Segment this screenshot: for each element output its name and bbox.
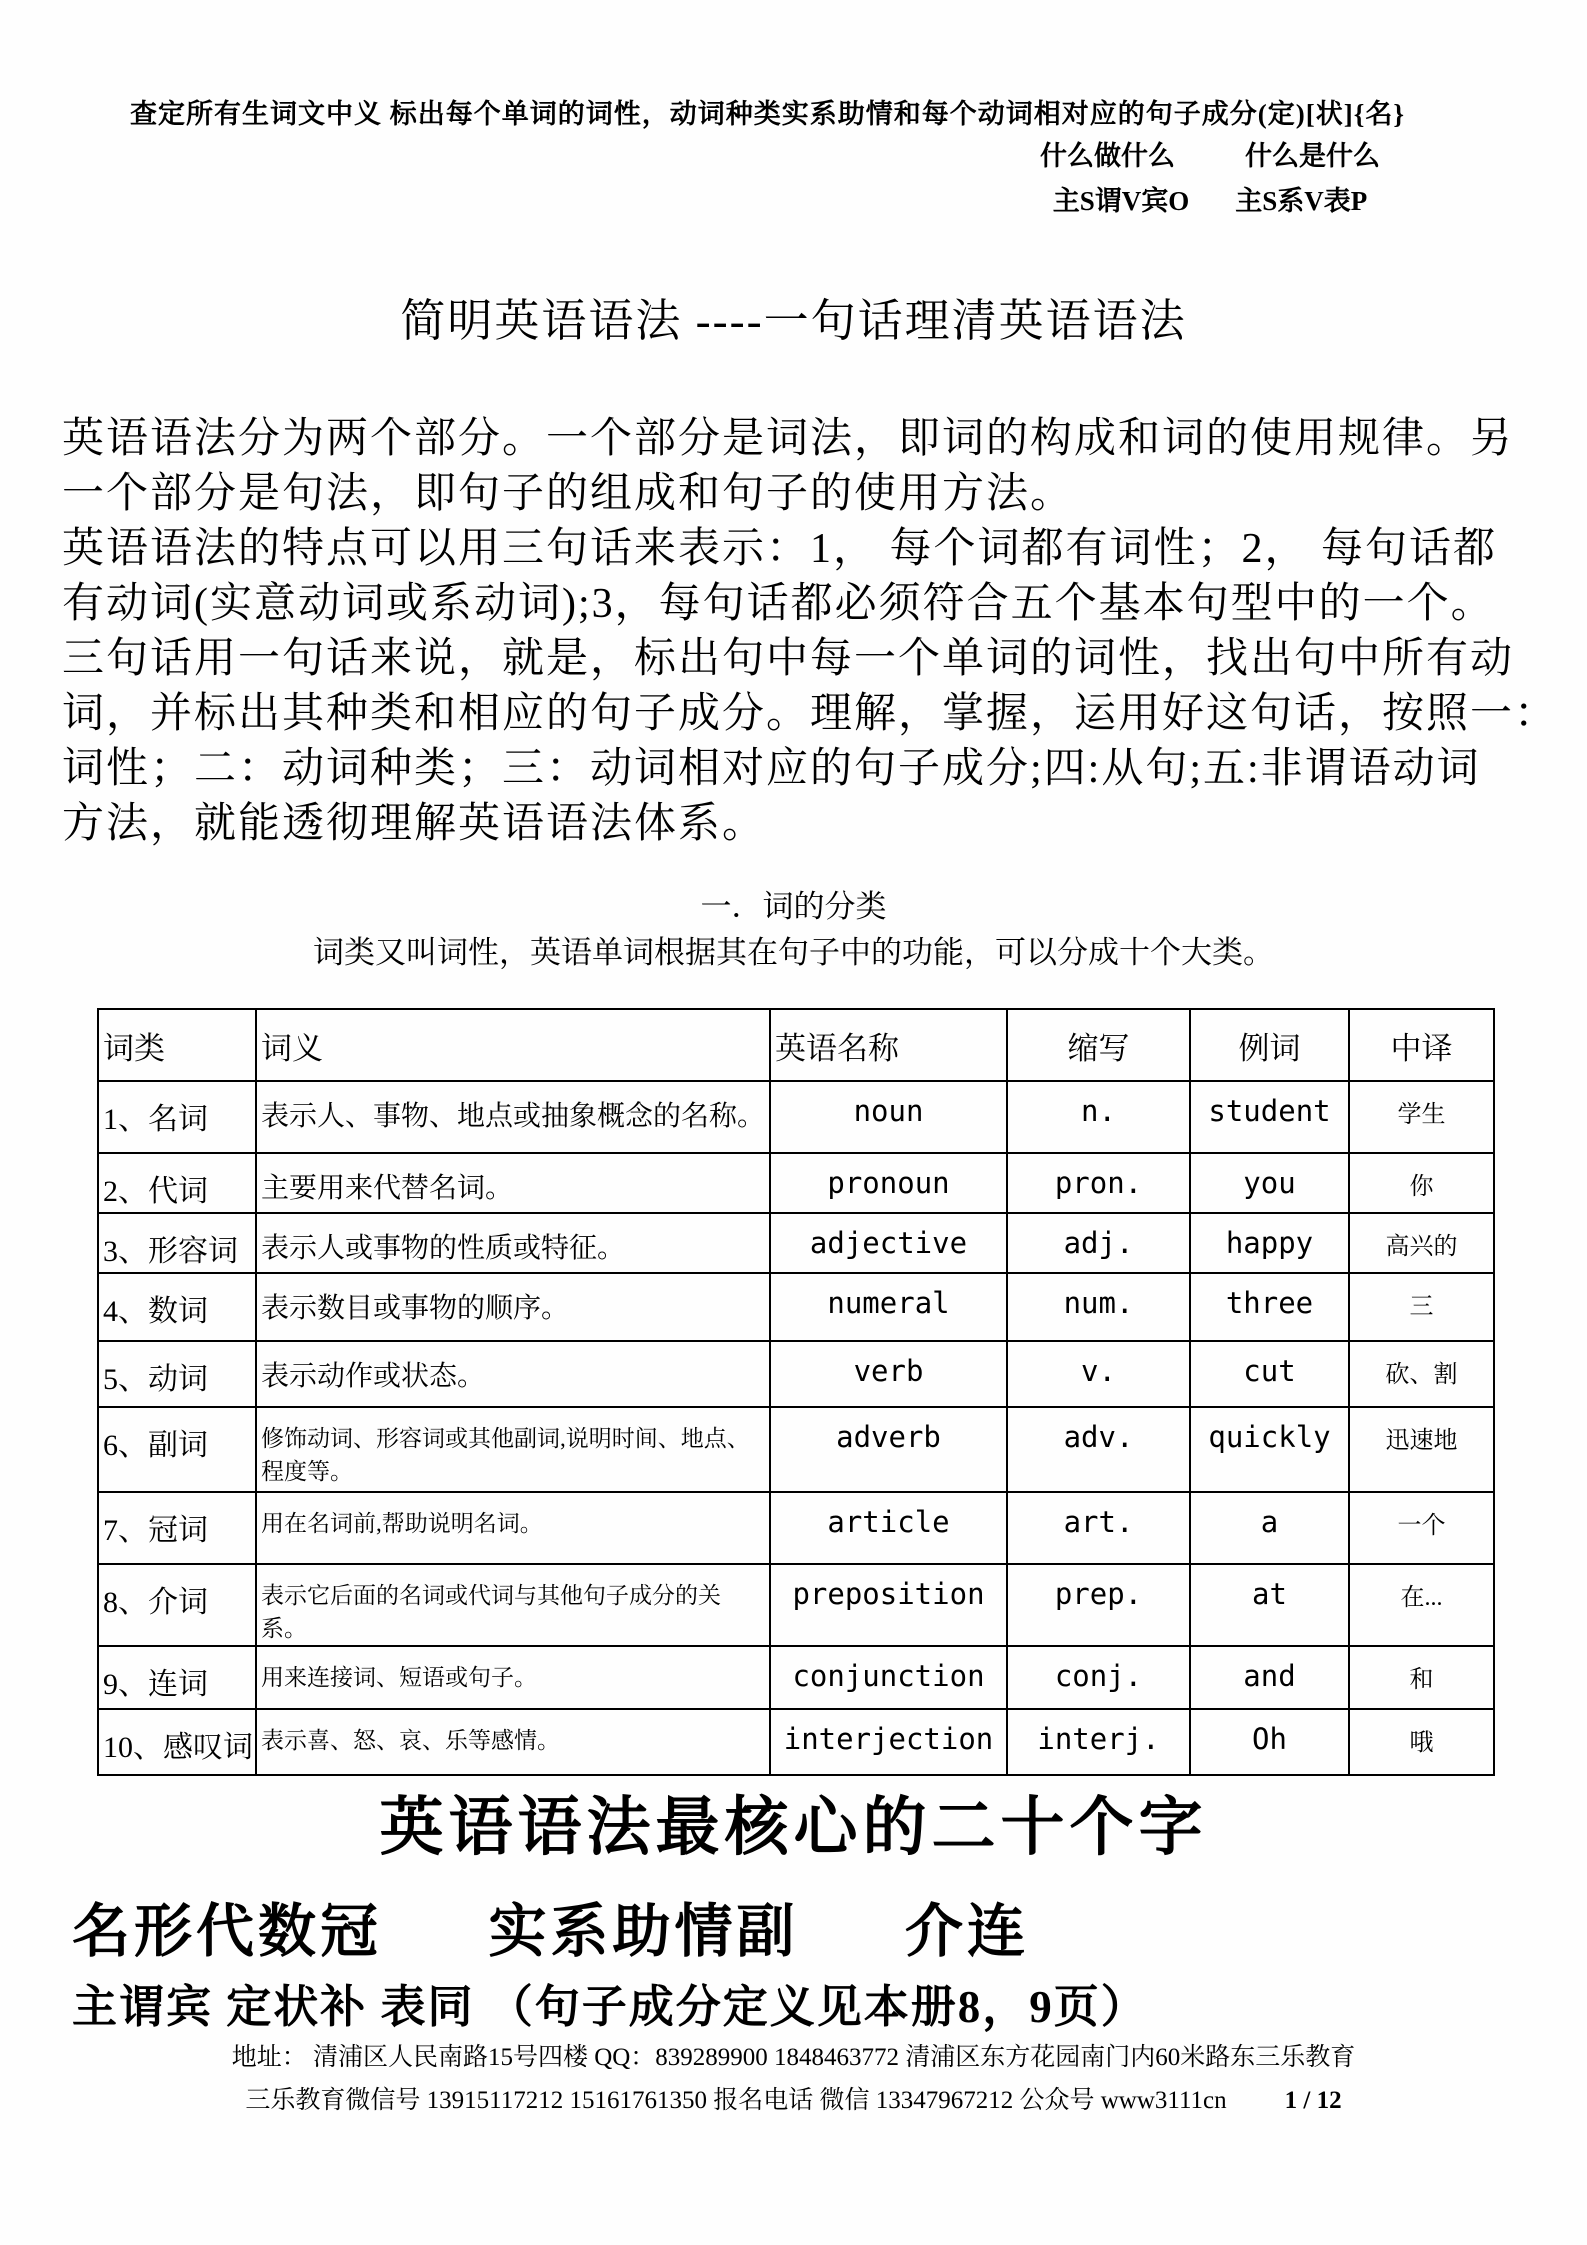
cell-example: cut <box>1190 1341 1349 1407</box>
cell-example: at <box>1190 1564 1349 1646</box>
cell-meaning: 表示动作或状态。 <box>256 1341 770 1407</box>
core-words-group: 名形代数冠 <box>72 1899 383 1964</box>
cell-abbreviation: prep. <box>1007 1564 1190 1646</box>
core-words-group: 实系助情副 <box>488 1899 799 1964</box>
cell-example: happy <box>1190 1213 1349 1273</box>
cell-meaning: 用在名词前,帮助说明名词。 <box>256 1492 770 1564</box>
annotation-structures-row <box>1005 179 1415 224</box>
cell-translation: 和 <box>1349 1646 1494 1709</box>
cell-abbreviation: n. <box>1007 1081 1190 1153</box>
page-number: 1 / 12 <box>1284 2087 1342 2114</box>
svo-label: 主S谓V宾O <box>1052 186 1190 216</box>
cell-example: a <box>1190 1492 1349 1564</box>
pattern-do-label: 什么做什么 <box>1040 141 1175 171</box>
cell-english-name: adjective <box>770 1213 1007 1273</box>
cell-meaning: 表示人或事物的性质或特征。 <box>256 1213 770 1273</box>
cell-english-name: adverb <box>770 1407 1007 1492</box>
header-word-class: 词类 <box>98 1009 256 1081</box>
intro-line: 方法，就能透彻理解英语语法体系。 <box>62 801 767 847</box>
footer-address-line: 地址： 清浦区人民南路15号四楼 QQ：839289900 1848463772 清浦区东方花园南门内60米路东三乐教育 <box>231 2044 1356 2071</box>
cell-english-name: noun <box>770 1081 1007 1153</box>
table-row <box>98 1564 1494 1646</box>
footer-contact-line <box>0 2079 1587 2122</box>
cell-english-name: verb <box>770 1341 1007 1407</box>
cell-word-class: 2、代词 <box>98 1153 256 1213</box>
table-header-row <box>98 1009 1494 1081</box>
cell-word-class: 4、数词 <box>98 1273 256 1341</box>
cell-meaning: 表示喜、怒、哀、乐等感情。 <box>256 1709 770 1775</box>
intro-line: 词性；二：动词种类；三：动词相对应的句子成分;四:从句;五:非谓语动词 <box>62 746 1481 792</box>
cell-word-class: 1、名词 <box>98 1081 256 1153</box>
page-title: 简明英语语法 ----一句话理清英语语法 <box>400 296 1187 346</box>
cell-example: Oh <box>1190 1709 1349 1775</box>
header-translation: 中译 <box>1349 1009 1494 1081</box>
table-row <box>98 1081 1494 1153</box>
cell-translation: 迅速地 <box>1349 1407 1494 1492</box>
cell-example: student <box>1190 1081 1349 1153</box>
cell-meaning: 表示数目或事物的顺序。 <box>256 1273 770 1341</box>
core-words-line <box>72 1884 1029 1968</box>
intro-line: 一个部分是句法，即句子的组成和句子的使用方法。 <box>62 471 1075 517</box>
cell-abbreviation: adv. <box>1007 1407 1190 1492</box>
cell-translation: 在... <box>1349 1564 1494 1646</box>
cell-word-class: 5、动词 <box>98 1341 256 1407</box>
cell-example: three <box>1190 1273 1349 1341</box>
table-row <box>98 1407 1494 1492</box>
table-row <box>98 1153 1494 1213</box>
table-row <box>98 1341 1494 1407</box>
cell-english-name: conjunction <box>770 1646 1007 1709</box>
intro-line: 有动词(实意动词或系动词);3，每句话都必须符合五个基本句型中的一个。 <box>62 581 1495 627</box>
cell-word-class: 7、冠词 <box>98 1492 256 1564</box>
footer-contact-text: 三乐教育微信号 13915117212 15161761350 报名电话 微信 13347967212 公众号 www3111cn <box>245 2087 1227 2114</box>
cell-translation: 学生 <box>1349 1081 1494 1153</box>
intro-line: 英语语法的特点可以用三句话来表示：1， 每个词都有词性；2， 每句话都 <box>62 526 1498 572</box>
cell-english-name: interjection <box>770 1709 1007 1775</box>
cell-meaning: 用来连接词、短语或句子。 <box>256 1646 770 1709</box>
cell-english-name: article <box>770 1492 1007 1564</box>
header-meaning: 词义 <box>256 1009 770 1081</box>
section-heading: 一．词的分类 <box>700 889 887 924</box>
table-row <box>98 1213 1494 1273</box>
cell-abbreviation: adj. <box>1007 1213 1190 1273</box>
cell-word-class: 10、感叹词 <box>98 1709 256 1775</box>
cell-translation: 一个 <box>1349 1492 1494 1564</box>
cell-abbreviation: interj. <box>1007 1709 1190 1775</box>
annotation-patterns-row <box>1005 134 1415 179</box>
cell-meaning: 修饰动词、形容词或其他副词,说明时间、地点、程度等。 <box>256 1407 770 1492</box>
cell-abbreviation: conj. <box>1007 1646 1190 1709</box>
cell-word-class: 9、连词 <box>98 1646 256 1709</box>
table-row <box>98 1273 1494 1341</box>
core-words-group: 介连 <box>905 1899 1030 1964</box>
page-footer <box>0 2036 1587 2122</box>
cell-abbreviation: v. <box>1007 1341 1190 1407</box>
cell-english-name: numeral <box>770 1273 1007 1341</box>
cell-translation: 你 <box>1349 1153 1494 1213</box>
pattern-be-label: 什么是什么 <box>1245 141 1380 171</box>
cell-word-class: 6、副词 <box>98 1407 256 1492</box>
parts-of-speech-table <box>97 1008 1495 1776</box>
cell-example: quickly <box>1190 1407 1349 1492</box>
cell-abbreviation: pron. <box>1007 1153 1190 1213</box>
cell-example: you <box>1190 1153 1349 1213</box>
cell-meaning: 表示它后面的名词或代词与其他句子成分的关系。 <box>256 1564 770 1646</box>
header-abbreviation: 缩写 <box>1007 1009 1190 1081</box>
annotation-line1: 查定所有生词文中义 标出每个单词的词性，动词种类实系助情和每个动词相对应的句子成分(定)[状]{名} <box>130 99 1405 129</box>
header-english-name: 英语名称 <box>770 1009 1007 1081</box>
cell-word-class: 3、形容词 <box>98 1213 256 1273</box>
cell-translation: 高兴的 <box>1349 1213 1494 1273</box>
cell-meaning: 主要用来代替名词。 <box>256 1153 770 1213</box>
intro-line: 词，并标出其种类和相应的句子成分。理解，掌握，运用好这句话，按照一： <box>62 691 1559 737</box>
annotation-block <box>1005 134 1415 224</box>
core-heading: 英语语法最核心的二十个字 <box>379 1792 1208 1863</box>
sentence-parts-line: 主谓宾 定状补 表同 （句子成分定义见本册8，9页） <box>72 1982 1148 2032</box>
intro-paragraph <box>62 412 1559 852</box>
table-row <box>98 1709 1494 1775</box>
intro-line: 三句话用一句话来说，就是，标出句中每一个单词的词性，找出句中所有动 <box>62 636 1515 682</box>
svp-label: 主S系V表P <box>1235 186 1368 216</box>
cell-english-name: preposition <box>770 1564 1007 1646</box>
table-row <box>98 1492 1494 1564</box>
cell-translation: 哦 <box>1349 1709 1494 1775</box>
cell-english-name: pronoun <box>770 1153 1007 1213</box>
cell-meaning: 表示人、事物、地点或抽象概念的名称。 <box>256 1081 770 1153</box>
cell-abbreviation: num. <box>1007 1273 1190 1341</box>
cell-translation: 三 <box>1349 1273 1494 1341</box>
header-example: 例词 <box>1190 1009 1349 1081</box>
cell-word-class: 8、介词 <box>98 1564 256 1646</box>
intro-line: 英语语法分为两个部分。一个部分是词法，即词的构成和词的使用规律。另 <box>62 416 1515 462</box>
table-row <box>98 1646 1494 1709</box>
section-subtitle: 词类又叫词性，英语单词根据其在句子中的功能，可以分成十个大类。 <box>313 935 1274 970</box>
cell-example: and <box>1190 1646 1349 1709</box>
cell-translation: 砍、割 <box>1349 1341 1494 1407</box>
cell-abbreviation: art. <box>1007 1492 1190 1564</box>
